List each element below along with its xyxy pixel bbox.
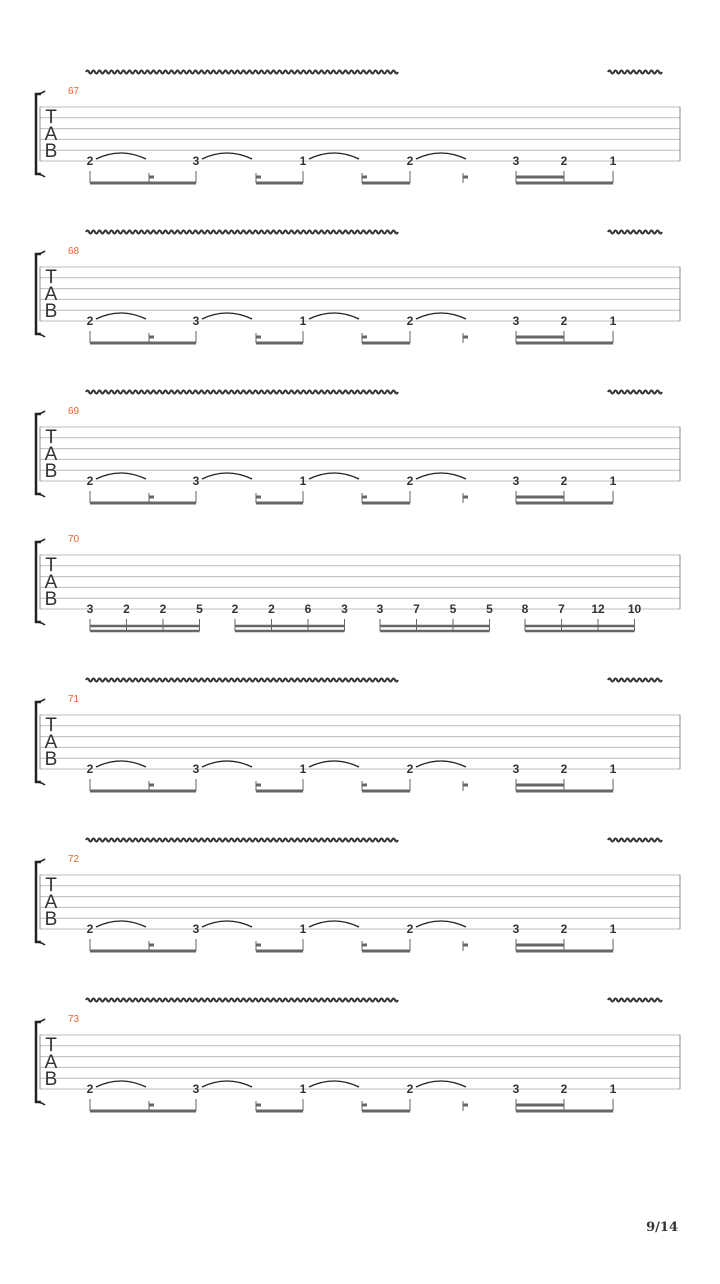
tab-clef-letter: A — [44, 732, 58, 753]
fret-number: 1 — [609, 1082, 617, 1096]
fret-number: 1 — [299, 314, 307, 328]
tab-clef-letter: T — [45, 107, 57, 128]
fret-number: 3 — [512, 922, 520, 936]
fret-number: 1 — [299, 762, 307, 776]
fret-number: 2 — [86, 154, 94, 168]
fret-number: 1 — [609, 154, 617, 168]
tie-arc — [96, 473, 146, 479]
tab-clef-letter: T — [45, 427, 57, 448]
tie-arc — [202, 921, 252, 927]
tab-clef-letter: A — [44, 1052, 58, 1073]
tie-arc — [96, 313, 146, 319]
fret-number: 3 — [512, 762, 520, 776]
fret-number: 3 — [192, 1082, 200, 1096]
tie-arc — [416, 313, 466, 319]
tab-clef-letter: A — [44, 444, 58, 465]
fret-number: 3 — [192, 922, 200, 936]
bracket-top-hook — [36, 91, 45, 94]
vibrato-line — [608, 231, 662, 234]
bracket-bottom-hook — [36, 174, 45, 177]
vibrato-line — [86, 71, 398, 74]
vibrato-line — [86, 839, 398, 842]
fret-number: 3 — [192, 474, 200, 488]
fret-number: 1 — [299, 922, 307, 936]
fret-number: 3 — [512, 1082, 520, 1096]
fret-number: 2 — [86, 474, 94, 488]
tab-clef-letter: B — [44, 461, 58, 482]
fret-number: 5 — [196, 602, 203, 616]
fret-number: 1 — [609, 762, 617, 776]
fret-number: 12 — [591, 602, 605, 616]
tab-clef-letter: T — [45, 267, 57, 288]
fret-number: 3 — [192, 762, 200, 776]
fret-number: 2 — [560, 762, 568, 776]
tie-arc — [96, 761, 146, 767]
tie-arc — [202, 1081, 252, 1087]
tab-clef-letter: T — [45, 1035, 57, 1056]
tie-arc — [309, 921, 359, 927]
tab-system — [36, 534, 680, 631]
tab-clef-letter: T — [45, 555, 57, 576]
bracket-top-hook — [36, 1019, 45, 1022]
fret-number: 2 — [159, 602, 167, 616]
fret-number: 2 — [406, 762, 414, 776]
tie-arc — [309, 761, 359, 767]
fret-number: 2 — [560, 474, 568, 488]
vibrato-line — [608, 999, 662, 1002]
fret-number: 2 — [268, 602, 275, 616]
measure-number: 69 — [68, 406, 80, 417]
measure-number: 68 — [68, 246, 80, 257]
fret-number: 3 — [512, 314, 520, 328]
tie-arc — [416, 473, 466, 479]
tab-clef-letter: A — [44, 572, 58, 593]
measure-number: 67 — [68, 86, 80, 97]
tab-clef-letter: B — [44, 141, 58, 162]
fret-number: 3 — [341, 602, 348, 616]
fret-number: 1 — [609, 474, 617, 488]
fret-number: 1 — [609, 314, 617, 328]
tab-clef-letter: T — [45, 875, 57, 896]
bracket-bottom-hook — [36, 334, 45, 337]
vibrato-line — [608, 71, 662, 74]
fret-number: 2 — [406, 1082, 414, 1096]
tie-arc — [96, 921, 146, 927]
bracket-bottom-hook — [36, 782, 45, 785]
vibrato-line — [608, 391, 662, 394]
tab-clef-letter: A — [44, 124, 58, 145]
tie-arc — [96, 1081, 146, 1087]
tie-arc — [309, 313, 359, 319]
fret-number: 6 — [304, 602, 312, 616]
fret-number: 2 — [560, 1082, 568, 1096]
fret-number: 2 — [86, 314, 94, 328]
bracket-bottom-hook — [36, 942, 45, 945]
vibrato-line — [86, 231, 398, 234]
tie-arc — [202, 313, 252, 319]
bracket-bottom-hook — [36, 1102, 45, 1105]
fret-number: 2 — [406, 922, 414, 936]
fret-number: 8 — [521, 602, 529, 616]
fret-number: 2 — [406, 154, 414, 168]
tab-system — [36, 71, 680, 184]
vibrato-line — [86, 391, 398, 394]
fret-number: 2 — [406, 474, 414, 488]
fret-number: 2 — [86, 922, 94, 936]
fret-number: 2 — [560, 922, 568, 936]
measure-number: 70 — [68, 534, 80, 545]
vibrato-line — [608, 839, 662, 842]
tie-arc — [416, 761, 466, 767]
tab-system — [36, 999, 680, 1112]
fret-number: 2 — [86, 762, 94, 776]
tab-clef-letter: A — [44, 892, 58, 913]
tie-arc — [202, 153, 252, 159]
tab-clef-letter: B — [44, 749, 58, 770]
bracket-bottom-hook — [36, 622, 45, 625]
fret-number: 2 — [86, 1082, 94, 1096]
measure-number: 72 — [68, 854, 80, 865]
fret-number: 3 — [192, 154, 200, 168]
fret-number: 2 — [231, 602, 239, 616]
tab-system — [36, 231, 680, 344]
page-number: 9/14 — [646, 1220, 678, 1235]
tab-system — [36, 839, 680, 952]
fret-number: 2 — [406, 314, 414, 328]
tie-arc — [309, 153, 359, 159]
tab-clef-letter: A — [44, 284, 58, 305]
fret-number: 7 — [413, 602, 420, 616]
tie-arc — [309, 1081, 359, 1087]
fret-number: 2 — [560, 314, 568, 328]
vibrato-line — [608, 679, 662, 682]
tie-arc — [416, 921, 466, 927]
tie-arc — [309, 473, 359, 479]
fret-number: 3 — [512, 474, 520, 488]
bracket-top-hook — [36, 411, 45, 414]
vibrato-line — [86, 999, 398, 1002]
fret-number: 3 — [376, 602, 384, 616]
bracket-bottom-hook — [36, 494, 45, 497]
fret-number: 2 — [123, 602, 130, 616]
fret-number: 3 — [86, 602, 94, 616]
measure-number: 73 — [68, 1014, 80, 1025]
fret-number: 5 — [486, 602, 493, 616]
vibrato-line — [86, 679, 398, 682]
bracket-top-hook — [36, 539, 45, 542]
fret-number: 1 — [609, 922, 617, 936]
tab-clef-letter: T — [45, 715, 57, 736]
bracket-top-hook — [36, 251, 45, 254]
tab-system — [36, 679, 680, 792]
fret-number: 1 — [299, 154, 307, 168]
fret-number: 3 — [192, 314, 200, 328]
fret-number: 5 — [449, 602, 457, 616]
tab-clef-letter: B — [44, 909, 58, 930]
fret-number: 7 — [558, 602, 565, 616]
tab-clef-letter: B — [44, 301, 58, 322]
tie-arc — [416, 153, 466, 159]
fret-number: 3 — [512, 154, 520, 168]
tie-arc — [96, 153, 146, 159]
fret-number: 10 — [627, 602, 642, 616]
fret-number: 2 — [560, 154, 568, 168]
bracket-top-hook — [36, 859, 45, 862]
tab-clef-letter: B — [44, 1069, 58, 1090]
measure-number: 71 — [68, 694, 80, 705]
tab-system — [36, 391, 680, 504]
tie-arc — [416, 1081, 466, 1087]
tab-clef-letter: B — [44, 589, 58, 610]
fret-number: 1 — [299, 1082, 307, 1096]
tie-arc — [202, 761, 252, 767]
bracket-top-hook — [36, 699, 45, 702]
fret-number: 1 — [299, 474, 307, 488]
tie-arc — [202, 473, 252, 479]
